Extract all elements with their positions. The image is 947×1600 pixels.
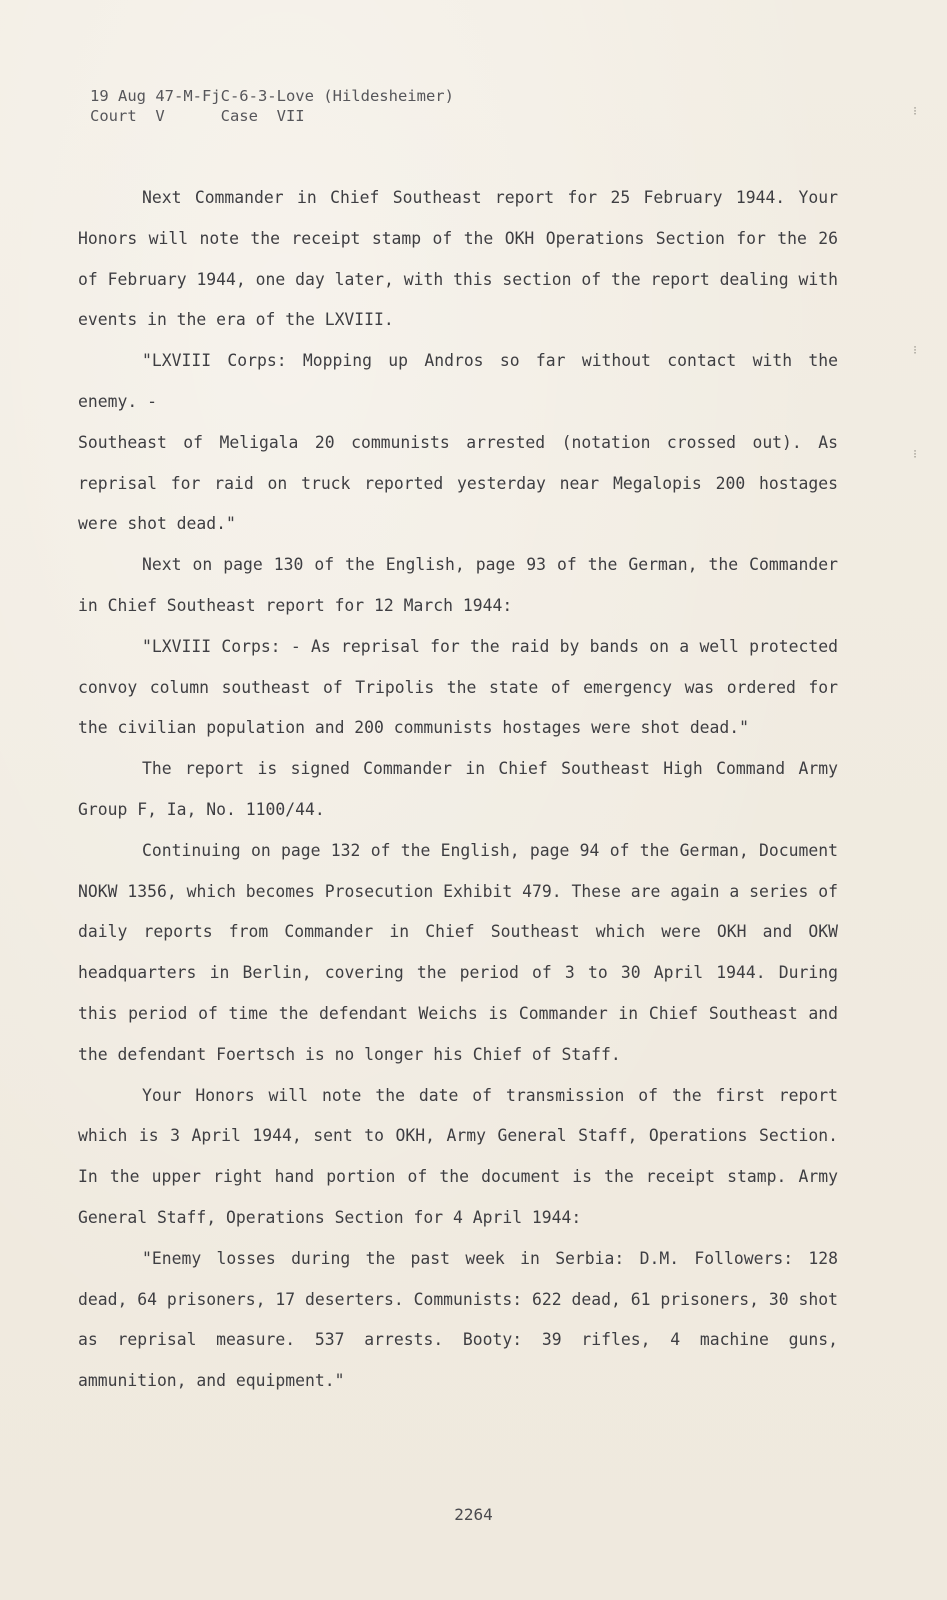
- paragraph: "LXVIII Corps: - As reprisal for the raid by bands on a well protected convoy column southeast of Tripolis the state of emergency was ordered for the civilian population and 200 communists hostages were shot dead.": [78, 636, 838, 738]
- header-line-2: Court V Case VII: [90, 107, 305, 125]
- page-number: 2264: [454, 1505, 493, 1524]
- margin-mark: ⁝: [913, 447, 917, 461]
- paragraph: "Enemy losses during the past week in Serbia: D.M. Followers: 128 dead, 64 prisoners, 17 deserters. Communists: 622 dead, 61 prisoners, 30 shot as reprisal measure. 537 arrests. Booty: 39 rifles, 4 machine guns, ammunition, and equipment.": [78, 1248, 838, 1391]
- margin-mark: ⁝: [913, 104, 917, 118]
- paragraph: Southeast of Meligala 20 communists arrested (notation crossed out). As reprisal for raid on truck reported yesterday near Megalopis 200 hostages were shot dead.": [78, 432, 838, 534]
- paragraph: "LXVIII Corps: Mopping up Andros so far without contact with the enemy. -: [78, 351, 838, 411]
- paragraph: Next on page 130 of the English, page 93 of the German, the Commander in Chief Southeast report for 12 March 1944:: [78, 555, 838, 615]
- paragraph: Your Honors will note the date of transmission of the first report which is 3 April 1944, sent to OKH, Army General Staff, Operations Section. In the upper right hand portion of the document is the receipt stamp. Army General Staff, Operations Section for 4 April 1944:: [78, 1085, 838, 1227]
- document-body: [78, 178, 838, 1402]
- paragraph: Continuing on page 132 of the English, page 94 of the German, Document NOKW 1356, which becomes Prosecution Exhibit 479. These are again a series of daily reports from Commander in Chief Southeast which were OKH and OKW headquarters in Berlin, covering the period of 3 to 30 April 1944. During this period of time the defendant Weichs is Commander in Chief Southeast and the defendant Foertsch is no longer his Chief of Staff.: [78, 840, 838, 1064]
- paragraph: The report is signed Commander in Chief Southeast High Command Army Group F, Ia, No. 1100/44.: [78, 759, 838, 819]
- margin-mark: ⁝: [913, 343, 917, 357]
- paragraph: Next Commander in Chief Southeast report for 25 February 1944. Your Honors will note the receipt stamp of the OKH Operations Section for the 26 of February 1944, one day later, with this section of the report dealing with events in the era of the LXVIII.: [78, 188, 838, 330]
- header-line-1: 19 Aug 47-M-FjC-6-3-Love (Hildesheimer): [90, 87, 454, 105]
- document-header: [90, 86, 454, 126]
